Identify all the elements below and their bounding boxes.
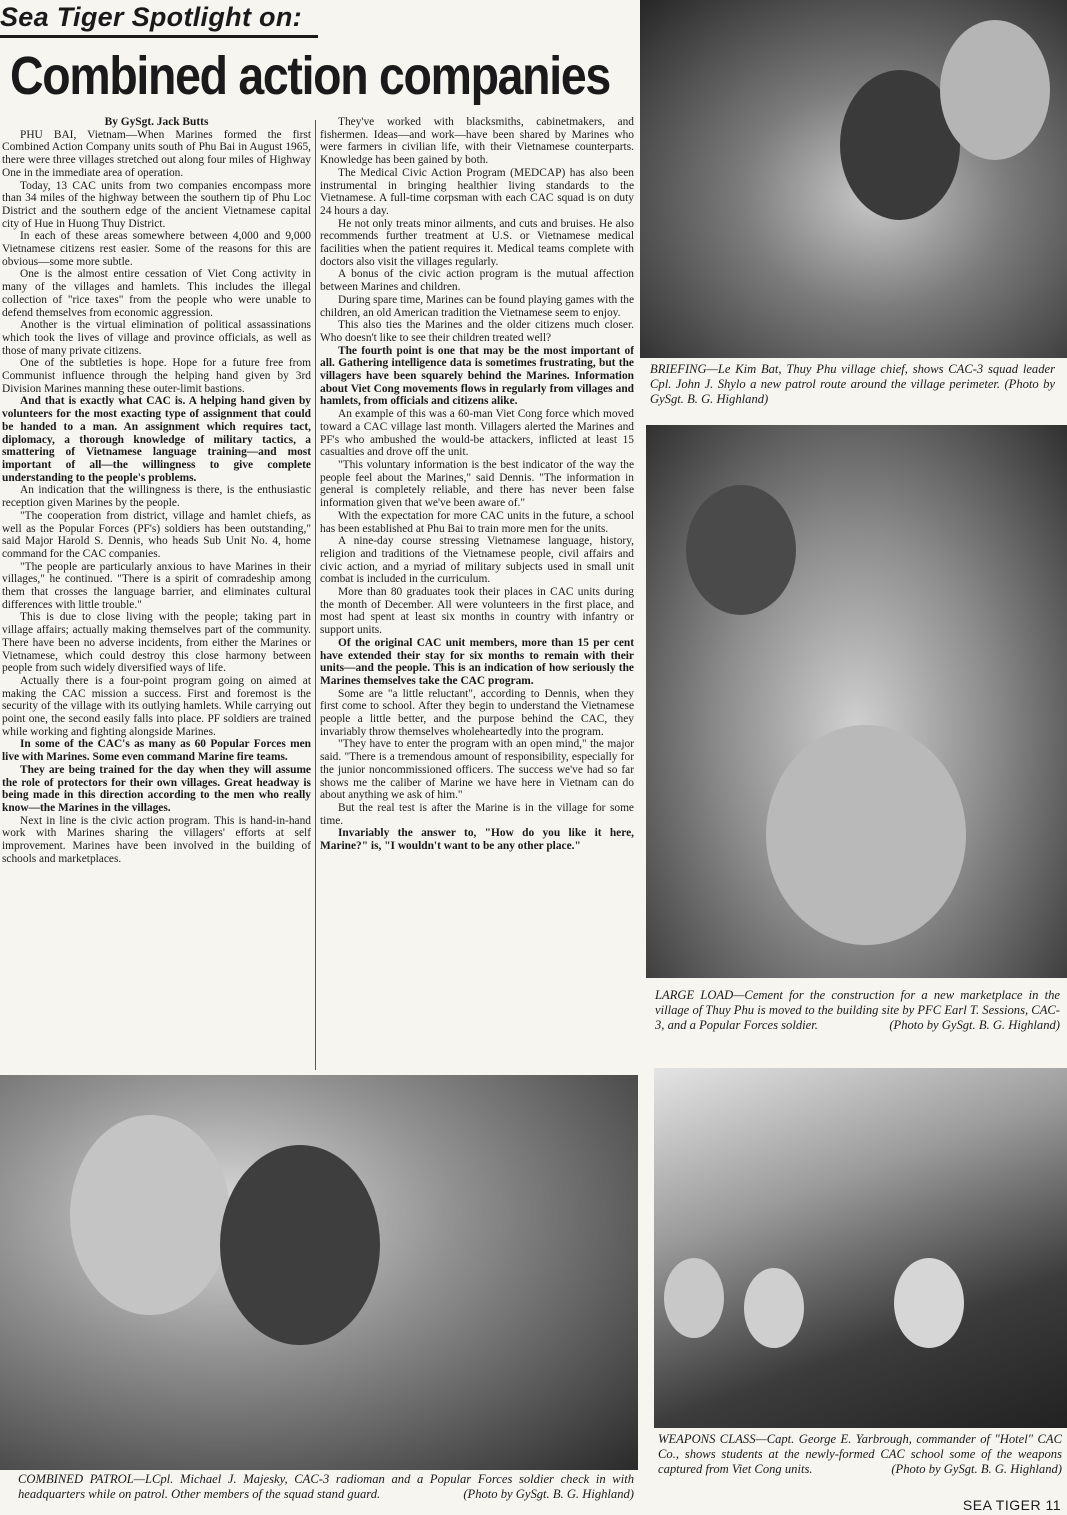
- photo-figure: [220, 1145, 380, 1345]
- briefing-photo: [640, 0, 1067, 358]
- article-paragraph: "This voluntary information is the best indicator of the way the people feel about the Marines," said Dennis. "The information in general is completely reliable, and there has never been false information given that we've been aware of.": [320, 458, 634, 510]
- article-paragraph: An indication that the willingness is there, is the enthusiastic reception given Marines by the people.: [2, 484, 311, 510]
- article-paragraph: With the expectation for more CAC units in the future, a school has been established at Phu Bai to train more men for the units.: [320, 509, 634, 535]
- large-load-photo: [646, 425, 1067, 978]
- article-paragraph: This also ties the Marines and the older citizens much closer. Who doesn't like to see their children treated well?: [320, 319, 634, 344]
- large-load-caption-text: LARGE LOAD—Cement for the construction for a new marketplace in the village of Thuy Phu is moved to the building site by PFC Earl T. Sessions, CAC-3, and a Popular Forces soldier.: [655, 988, 1060, 1032]
- article-paragraph: "They have to enter the program with an open mind," the major said. "There is a tremendous amount of responsibility, especially for the junior noncommissioned officers. The success we've had so far shows me the caliber of Marine we have here in Vietnam can do about anything we ask of him.": [320, 738, 634, 802]
- byline: By GySgt. Jack Butts: [104, 116, 209, 128]
- article-column-1: [2, 116, 311, 1071]
- article-paragraph: One is the almost entire cessation of Viet Cong activity in many of the villages and hamlets. This includes the illegal collection of "rice taxes" from the people who were unable to defend themselves from economic aggression.: [2, 268, 311, 319]
- photo-figure: [744, 1268, 804, 1348]
- weapons-class-caption: [658, 1432, 1062, 1477]
- combined-patrol-photo-credit: (Photo by GySgt. B. G. Highland): [463, 1487, 634, 1501]
- article-paragraph: They are being trained for the day when they will assume the role of protectors for their own villages. Great headway is being made in this direction according to the men who really know—the Marines in the villages.: [2, 763, 311, 814]
- weapons-class-photo: [654, 1068, 1067, 1428]
- photo-figure: [686, 485, 796, 615]
- section-kicker: Sea Tiger Spotlight on:: [0, 2, 318, 38]
- article-paragraph: Another is the virtual elimination of political assassinations which took the lives of village and province officials, as well as those of many private citizens.: [2, 319, 311, 357]
- combined-patrol-caption-text: COMBINED PATROL—LCpl. Michael J. Majesky, CAC-3 radioman and a Popular Forces soldier check in with headquarters while on patrol. Other members of the squad stand guard.: [18, 1472, 634, 1501]
- article-paragraph: Today, 13 CAC units from two companies encompass more than 34 miles of the highway between the southern tip of Phu Loc District and the southern edge of the ancient Vietnamese capital city of Hue in Huong Thuy District.: [2, 179, 311, 230]
- article-paragraph: In each of these areas somewhere between 4,000 and 9,000 Vietnamese citizens rest easier. Some of the reasons for this are obvious—some more subtle.: [2, 230, 311, 268]
- article-paragraph: Next in line is the civic action program. This is hand-in-hand work with Marines sharing the villagers' efforts at self improvement. Marines have been involved in the building of schools and marketplaces.: [2, 814, 311, 865]
- article-paragraph: But the real test is after the Marine is in the village for some time.: [320, 801, 634, 827]
- article-paragraph: Some are "a little reluctant", according to Dennis, when they first come to school. After they begin to understand the Vietnamese people a little better, and the purpose behind the CAC, they invariably throw themselves wholeheartedly into the program.: [320, 687, 634, 738]
- photo-figure: [894, 1258, 964, 1348]
- article-paragraph: A bonus of the civic action program is the mutual affection between Marines and children.: [320, 268, 634, 294]
- article-paragraph: Of the original CAC unit members, more than 15 per cent have extended their stay for six months to remain with their units—and the people. This is an indication of how seriously the Marines themselves take the CAC program.: [320, 636, 634, 687]
- article-paragraph: The Medical Civic Action Program (MEDCAP) has also been instrumental in bringing healthier living standards to the Vietnamese. A full-time corpsman with each CAC squad is on duty 24 hours a day.: [320, 166, 634, 217]
- article-paragraph: During spare time, Marines can be found playing games with the children, an old American tradition the Vietnamese seem to enjoy.: [320, 293, 634, 319]
- article-paragraph: "The cooperation from district, village and hamlet chiefs, as well as the Popular Forces (PF's) soldiers has been outstanding," said Major Harold S. Dennis, who heads Sub Unit No. 4, home command for the CAC companies.: [2, 509, 311, 560]
- photo-figure: [940, 20, 1050, 160]
- article-paragraph: This is due to close living with the people; taking part in village affairs; actually making themselves part of the community. There have been no adverse incidents, from either the Marines or Vietnamese, which could destroy this close harmony between people from such widely diversified ways of life.: [2, 611, 311, 675]
- column-1-body: [2, 129, 311, 866]
- large-load-caption: [655, 988, 1060, 1033]
- column-2-body: [320, 116, 634, 853]
- article-paragraph: Actually there is a four-point program going on aimed at making the CAC mission a success. First and foremost is the security of the village with its outlying hamlets. While carrying out point one, the second easily falls into place. PF soldiers are trained while working and fighting alongside Marines.: [2, 674, 311, 738]
- article-paragraph: An example of this was a 60-man Viet Cong force which moved toward a CAC village last month. Villagers alerted the Marines and PF's who ambushed the would-be attackers, inflicted at least 15 casualties and drove off the unit.: [320, 408, 634, 459]
- combined-patrol-photo: [0, 1075, 638, 1470]
- article-paragraph: In some of the CAC's as many as 60 Popular Forces men live with Marines. Some even command Marine fire teams.: [2, 738, 311, 764]
- article-paragraph: A nine-day course stressing Vietnamese language, history, religion and traditions of the Vietnamese people, civil affairs and civic action, and a myriad of military subjects used in small unit combat is included in the curriculum.: [320, 535, 634, 586]
- large-load-photo-credit: (Photo by GySgt. B. G. Highland): [889, 1018, 1060, 1032]
- article-paragraph: PHU BAI, Vietnam—When Marines formed the first Combined Action Company units south of Phu Bai in August 1965, there were three villages stretched out along four miles of Highway One in the immediate area of operation.: [2, 128, 311, 179]
- column-divider: [315, 120, 316, 1070]
- weapons-class-caption-text: WEAPONS CLASS—Capt. George E. Yarbrough, commander of "Hotel" CAC Co., shows students at the newly-formed CAC school some of the weapons captured from Viet Cong units.: [658, 1432, 1062, 1476]
- photo-figure: [70, 1115, 230, 1315]
- article-paragraph: One of the subtleties is hope. Hope for a future free from Communist influence through the helping hand given by 3rd Division Marines manning these outer-limit bastions.: [2, 357, 311, 395]
- weapons-class-photo-credit: (Photo by GySgt. B. G. Highland): [891, 1462, 1062, 1476]
- article-paragraph: And that is exactly what CAC is. A helping hand given by volunteers for the most exacting type of assignment that could be handed to a man. An assignment which requires tact, diplomacy, a thorough knowledge of military tactics, a smattering of Vietnamese language training—and most important of all—the willingness to give complete understanding to the people's problems.: [2, 395, 311, 484]
- article-paragraph: "The people are particularly anxious to have Marines in their villages," he continued. "There is a spirit of comradeship among them that crosses the language barrier, and eliminates cultural differences with little trouble.": [2, 560, 311, 611]
- article-paragraph: The fourth point is one that may be the most important of all. Gathering intelligence data is sometimes frustrating, but the villagers have been squarely behind the Marines. Information about Viet Cong movements flows in regularly from villages and hamlets, from officials and citizens alike.: [320, 344, 634, 408]
- article-column-2: [320, 116, 634, 1071]
- combined-patrol-caption: [18, 1472, 634, 1502]
- photo-figure: [766, 725, 966, 945]
- briefing-caption: BRIEFING—Le Kim Bat, Thuy Phu village chief, shows CAC-3 squad leader Cpl. John J. Shylo a new patrol route around the village perimeter. (Photo by GySgt. B. G. Highland): [650, 362, 1055, 406]
- article-headline: Combined action companies: [10, 46, 610, 106]
- photo-figure: [664, 1258, 724, 1338]
- article-paragraph: He not only treats minor ailments, and cuts and bruises. He also recommends further treatment at U.S. or Vietnamese medical facilities when the patient requires it. Medical teams complete with doctors also visit the villages regularly.: [320, 217, 634, 268]
- article-paragraph: They've worked with blacksmiths, cabinetmakers, and fishermen. Ideas—and work—have been shared by Marines who were farmers in civilian life, with their Vietnamese counterparts. Knowledge has been gained by both.: [320, 116, 634, 167]
- page-footer: SEA TIGER 11: [962, 1497, 1061, 1513]
- article-paragraph: More than 80 graduates took their places in CAC units during the month of December. All were volunteers in the first place, and most had spent at least six months in country with infantry or support units.: [320, 586, 634, 637]
- article-paragraph: Invariably the answer to, "How do you like it here, Marine?" is, "I wouldn't want to be any other place.": [320, 827, 634, 853]
